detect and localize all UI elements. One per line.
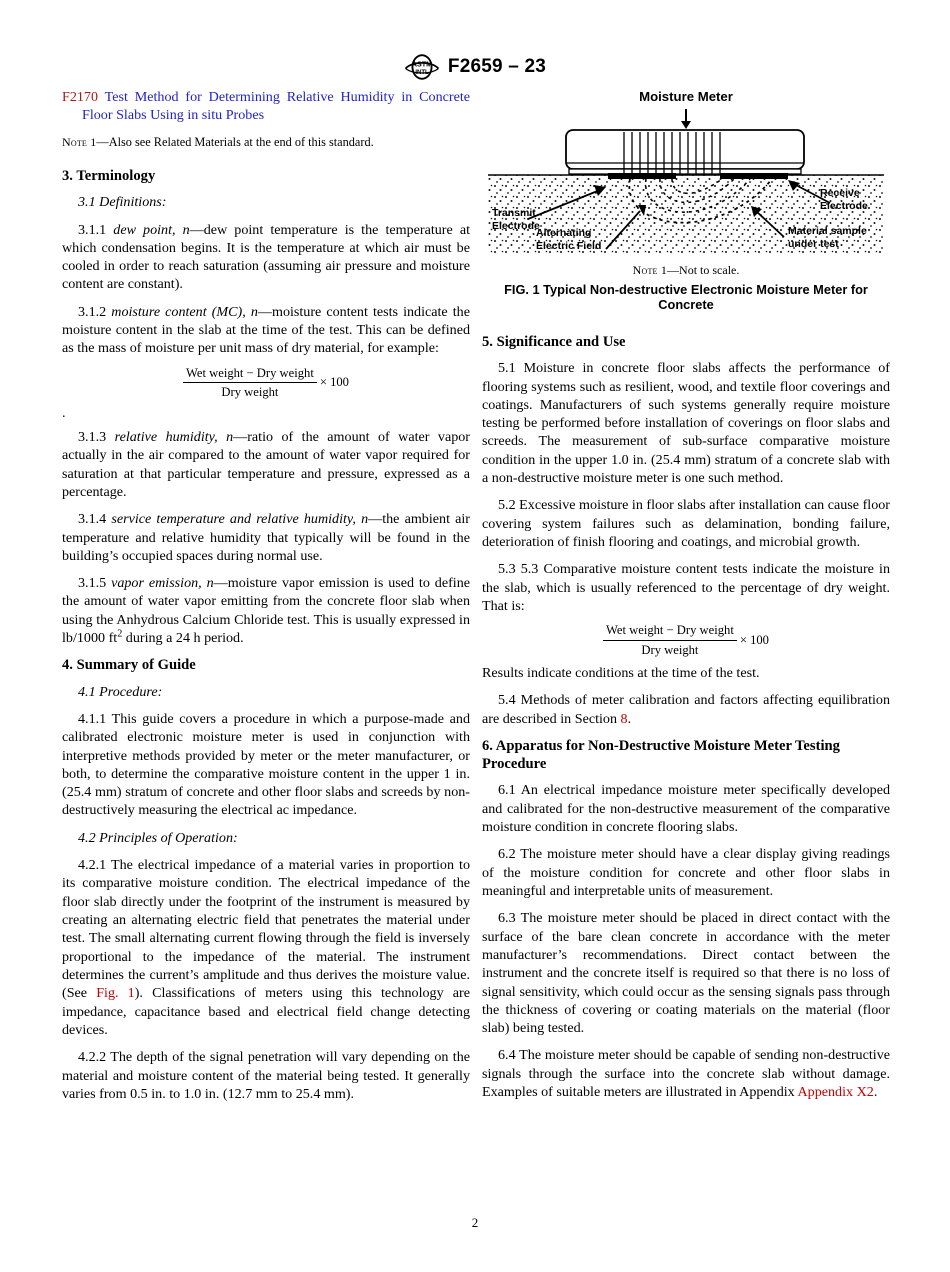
svg-text:INTL: INTL	[415, 69, 429, 76]
section-3-heading: 3. Terminology	[62, 167, 156, 184]
para-3-1-1-number: 3.1.1	[78, 221, 114, 238]
para-3-1-2-term: moisture content (MC), n	[111, 303, 258, 320]
fraction	[183, 365, 317, 401]
para-3-1-5-superscript: 2	[117, 628, 123, 640]
para-5-3-results: Results indicate conditions at the time of the test.	[482, 664, 760, 681]
section-8-link[interactable]: 8	[620, 710, 628, 727]
section-4-heading: 4. Summary of Guide	[62, 657, 196, 674]
para-3-1-5-number: 3.1.5	[78, 575, 112, 592]
para-3-1-1-term: dew point, n	[113, 221, 190, 238]
para-4-2-1-text-b: ). Classifications of meters using this technology are impedance, capacitance based and electrical field change detecting devices.	[62, 985, 470, 1038]
para-3-1-5-text-b: during a 24 h period.	[122, 630, 244, 647]
para-3-1-3	[62, 428, 470, 501]
para-3-1-3-text: —ratio of the amount of water vapor actually in the air compared to the amount of water vapor required for saturation at that particular temperature and pressure, expressed as a percentage.	[62, 428, 470, 500]
fraction-denominator: Dry weight	[641, 642, 699, 657]
para-3-1-4-text: —the ambient air temperature and relative humidity that typically will be found in the building’s occupied spaces during normal use.	[62, 511, 470, 564]
para-6-4-text-b: .	[873, 1084, 878, 1101]
para-3-1-2	[62, 303, 470, 358]
para-3-1-5-text-a: —moisture vapor emission is used to define the amount of water vapor emitting from the concrete floor slab when using the Anhydrous Calcium Chloride test. This is usually expressed in lb/1000 ft	[62, 575, 470, 647]
para-4-1-1: 4.1.1 This guide covers a procedure in which a purpose-made and calibrated electronic moisture meter is used in conjunction with interpretive methods provided by meter or the meter manufacturer, or both, to determine the comparative moisture content in the upper 1 in. (25.4 mm) stratum of concrete and other floor slabs and screeds by non-destructively measuring the electrical ac impedance.	[62, 710, 470, 819]
figure-note-label: Note 1	[632, 263, 668, 278]
astm-logo-icon	[404, 52, 440, 82]
para-3-1	[62, 193, 470, 211]
para-4-2-text: 4.2 Principles of Operation:	[78, 829, 238, 846]
para-3-1-4	[62, 510, 470, 565]
right-column	[482, 88, 890, 1110]
para-4-1	[62, 683, 470, 701]
fraction-numerator: Wet weight − Dry weight	[183, 365, 317, 383]
para-6-3: 6.3 The moisture meter should be placed in direct contact with the surface of the bare clean concrete in accordance with the meter manufacturer’s recommendations. Direct contact between the instrument and the concrete itself is required so that there is no loss of signal sensitivity, which could occur as the sensing signals pass through the thickness of covering or coating materials on the material (floor slab) being tested.	[482, 910, 890, 1037]
svg-text:Receive: Receive	[820, 187, 860, 200]
reference-standard-link[interactable]	[62, 88, 470, 125]
para-3-1-3-term: relative humidity, n	[114, 428, 234, 445]
reference-designation[interactable]: F2170	[62, 89, 99, 105]
figure-1-diagram	[482, 107, 890, 257]
fraction-multiplier: × 100	[319, 375, 349, 390]
para-5-2: 5.2 Excessive moisture in floor slabs after installation can cause floor covering system failures such as delamination, bonding failure, deterioration of finish flooring and coatings, and microbial growth.	[482, 497, 890, 551]
left-column	[62, 88, 470, 1112]
para-4-2	[62, 829, 470, 847]
para-6-1: 6.1 An electrical impedance moisture meter specifically developed and calibrated for the non-destructive measurement of the comparative moisture condition in concrete flooring slabs.	[482, 782, 890, 836]
figure-1	[482, 88, 890, 313]
section-5-heading: 5. Significance and Use	[482, 333, 626, 350]
para-5-4	[482, 691, 890, 728]
para-4-1-text: 4.1 Procedure:	[78, 683, 163, 700]
figure-1-title: Moisture Meter	[639, 89, 733, 104]
appendix-x2-link[interactable]: Appendix X2	[797, 1084, 874, 1101]
svg-text:Material sample: Material sample	[788, 225, 867, 238]
para-3-1-3-number: 3.1.3	[78, 428, 115, 445]
stray-period: .	[62, 405, 66, 422]
note-1-left	[62, 135, 470, 150]
para-3-1-5	[62, 574, 470, 647]
para-3-1-4-term: service temperature and relative humidity, n	[111, 511, 369, 528]
formula-moisture-content	[62, 365, 470, 401]
svg-text:Electrode: Electrode	[820, 200, 868, 213]
figure-1-note	[482, 263, 890, 279]
para-3-1-text: 3.1 Definitions:	[78, 194, 167, 211]
formula-comparative-moisture	[482, 622, 890, 658]
page-number: 2	[471, 1215, 479, 1230]
section-6-heading: 6. Apparatus for Non-Destructive Moisture Meter Testing Procedure	[482, 737, 840, 773]
svg-text:under test: under test	[788, 238, 839, 251]
svg-text:Alternating: Alternating	[536, 227, 592, 240]
page-header	[0, 52, 950, 82]
figure-note-text: —Not to scale.	[667, 263, 740, 278]
para-5-3: 5.3 5.3 Comparative moisture content tests indicate the moisture in the slab, which is usually referenced to the percentage of dry weight. That is:	[482, 561, 890, 614]
fraction	[603, 622, 737, 658]
note-label: Note 1	[62, 134, 97, 149]
para-3-1-2-text: —moisture content tests indicate the moisture content in the slab at the time of the test. This can be defined as the mass of moisture per unit mass of dry material, for example:	[62, 303, 470, 357]
svg-text:Electric Field: Electric Field	[536, 240, 602, 253]
para-6-4	[482, 1046, 890, 1101]
para-3-1-4-number: 3.1.4	[78, 511, 112, 528]
svg-text:Electrode: Electrode	[492, 220, 540, 233]
para-3-1-2-number: 3.1.2	[78, 303, 112, 320]
para-5-1: 5.1 Moisture in concrete floor slabs affects the performance of flooring systems such as resilient, wood, and textile floor coverings and coatings. Manufacturers of such systems generally require moisture testing be performed before installation of coverings on floor slabs and screeds. The measurement of sub-surface comparative moisture condition in the upper 1.0 in. (25.4 mm) stratum of a concrete slab with a non-destructive moisture meter is one such method.	[482, 360, 890, 487]
fraction-multiplier: × 100	[739, 632, 769, 647]
para-3-1-1	[62, 221, 470, 294]
note-text: —Also see Related Materials at the end of this standard.	[96, 134, 374, 149]
para-6-2: 6.2 The moisture meter should have a clear display giving readings of the moisture condition for concrete and other floor slabs in meaningful and interpretable units of measurement.	[482, 846, 890, 899]
para-5-4-text-b: .	[627, 710, 632, 727]
para-4-2-2: 4.2.2 The depth of the signal penetration will vary depending on the material and moisture content of the material being tested. It generally varies from 0.5 in. to 1.0 in. (12.7 mm to 25.4 mm).	[62, 1049, 470, 1102]
fraction-numerator: Wet weight − Dry weight	[603, 622, 737, 640]
reference-title[interactable]: Test Method for Determining Relative Humidity in Concrete Floor Slabs Using in situ Probes	[82, 89, 470, 124]
para-5-4-text-a: 5.4 Methods of meter calibration and factors affecting equilibration are described in Section	[482, 692, 890, 727]
document-designation: F2659 – 23	[447, 56, 547, 77]
figure-1-link[interactable]: Fig. 1	[96, 985, 135, 1002]
figure-1-caption: FIG. 1 Typical Non-destructive Electronic Moisture Meter for Concrete	[504, 281, 868, 313]
para-3-1-1-text: —dew point temperature is the temperature at which condensation begins. It is the temperature at which air must be cooled in order to reach saturation (assuming air pressure and moisture content are constant).	[62, 221, 470, 293]
para-6-4-text-a: 6.4 The moisture meter should be capable of sending non-destructive signals through the surface into the concrete slab without damage. Examples of suitable meters are illustrated in Appendix	[482, 1047, 890, 1101]
para-3-1-5-term: vapor emission, n	[111, 575, 214, 592]
svg-text:ASTM: ASTM	[411, 60, 432, 69]
svg-text:Transmit: Transmit	[492, 207, 536, 220]
para-4-2-1-text-a: 4.2.1 The electrical impedance of a material varies in proportion to its comparative moisture condition. The electrical impedance of the floor slab directly under the footprint of the instrument is measured by creating an alternating electric field that penetrates the material under test. The small alternating current flowing through the field is inversely proportional to the impedance of the material. The instrument determines the current’s amplitude and thus derives the moisture value. (See	[62, 857, 470, 1002]
fraction-denominator: Dry weight	[221, 385, 279, 400]
para-4-2-1	[62, 856, 470, 1039]
